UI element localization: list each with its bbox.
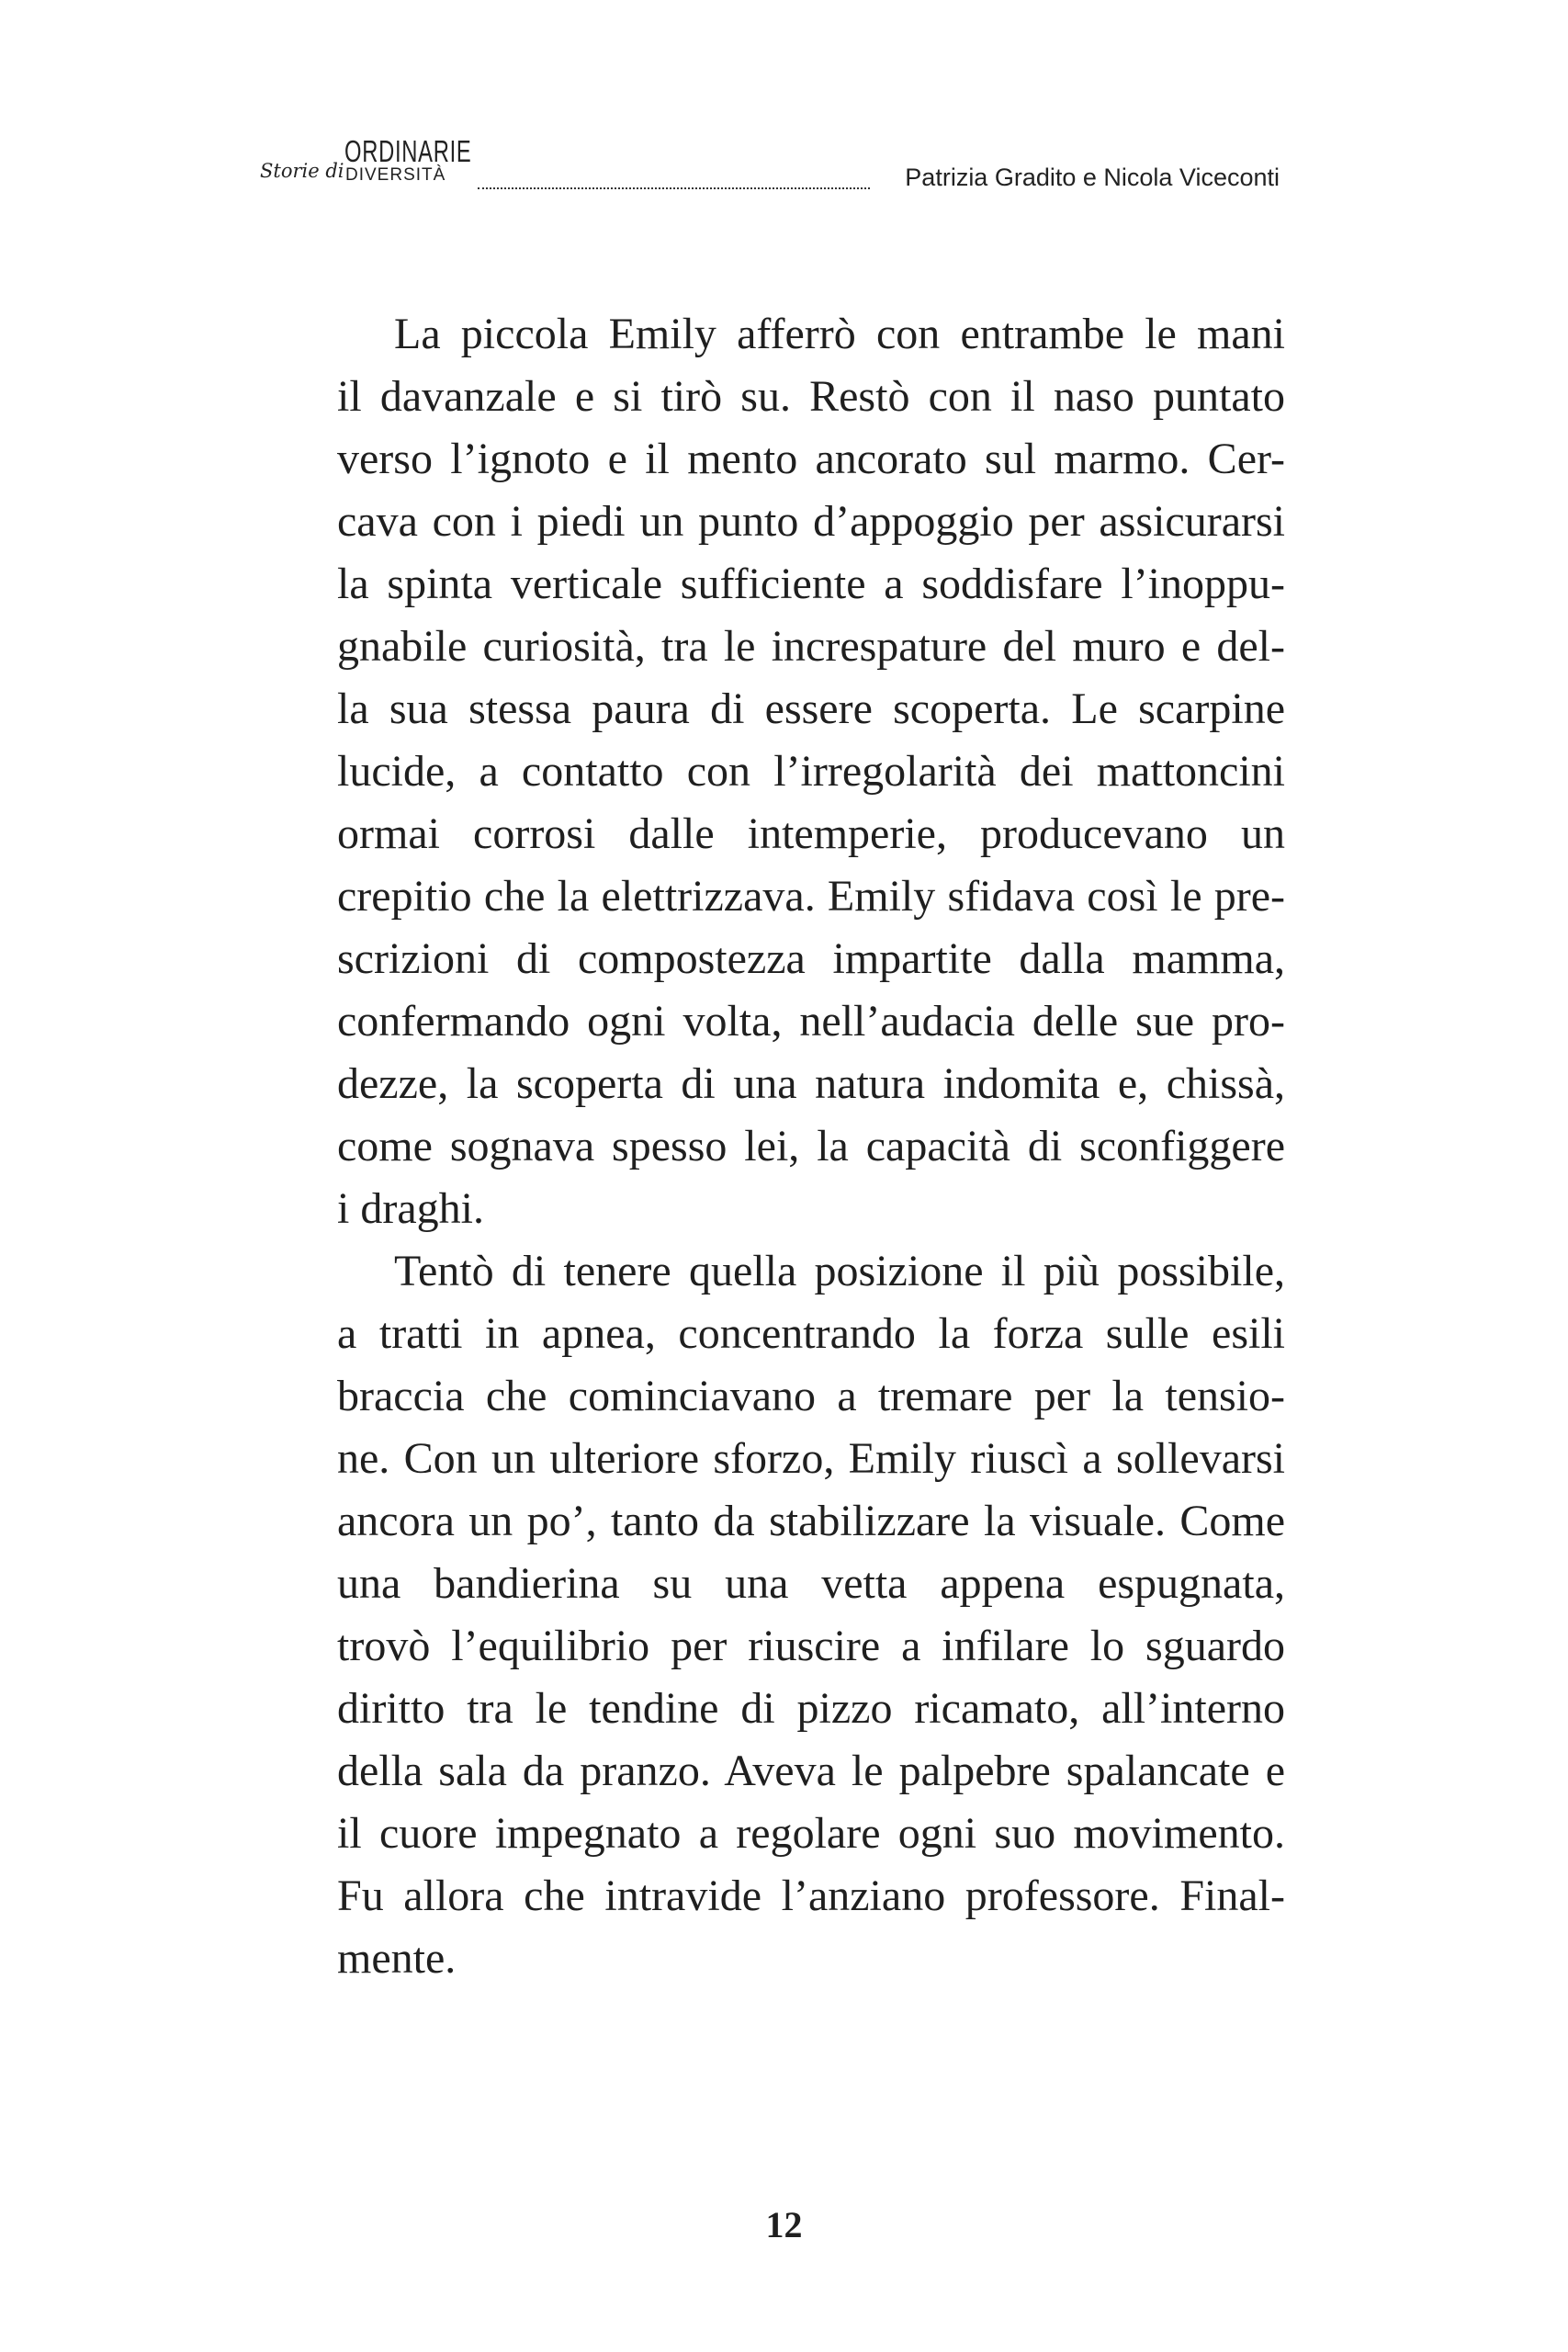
text-line: cava con i piedi un punto d’appoggio per assicurarsi: [337, 497, 1285, 546]
text-line: La piccola Emily afferrò con entrambe le mani: [394, 310, 1285, 358]
text-line: il davanzale e si tirò su. Restò con il naso puntato: [337, 372, 1285, 421]
text-line: ormai corrosi dalle intemperie, producevano un: [337, 809, 1285, 858]
body-text: [280, 303, 1285, 1990]
text-line: braccia che cominciavano a tremare per la tensio-: [337, 1372, 1285, 1420]
text-line: mente.: [337, 1934, 457, 1983]
text-line: ancora un po’, tanto da stabilizzare la visuale. Come: [337, 1497, 1285, 1545]
text-line: i draghi.: [337, 1184, 484, 1233]
text-line: gnabile curiosità, tra le increspature del muro e del-: [337, 622, 1285, 671]
text-line: ne. Con un ulteriore sforzo, Emily riuscì a sollevarsi: [337, 1434, 1285, 1483]
logo-ordinarie-text: ORDINARIE: [344, 134, 472, 168]
text-line: confermando ogni volta, nell’audacia delle sue pro-: [337, 997, 1285, 1046]
paragraph-2: [280, 1240, 1285, 1990]
header-dotted-leader: [478, 187, 870, 189]
text-line: crepitio che la elettrizzava. Emily sfidava così le pre-: [337, 872, 1285, 921]
text-line: la sua stessa paura di essere scoperta. Le scarpine: [337, 684, 1285, 733]
page-number: 12: [765, 2204, 803, 2245]
text-line: diritto tra le tendine di pizzo ricamato, all’interno: [337, 1684, 1285, 1733]
text-line: lucide, a contatto con l’irregolarità dei mattoncini: [337, 747, 1285, 796]
text-line: a tratti in apnea, concentrando la forza sulle esili: [337, 1309, 1285, 1358]
running-header: [260, 121, 1280, 195]
logo-storie-text: Storie di: [260, 160, 344, 182]
text-line: dezze, la scoperta di una natura indomita e, chissà,: [337, 1059, 1285, 1108]
text-line: trovò l’equilibrio per riuscire a infilare lo sguardo: [337, 1622, 1285, 1670]
text-line: scrizioni di compostezza impartite dalla mamma,: [337, 934, 1285, 983]
text-line: verso l’ignoto e il mento ancorato sul marmo. Cer-: [337, 435, 1285, 483]
text-line: Tentò di tenere quella posizione il più possibile,: [394, 1247, 1285, 1295]
text-line: il cuore impegnato a regolare ogni suo movimento.: [337, 1809, 1285, 1858]
text-line: Fu allora che intravide l’anziano professore. Final-: [337, 1871, 1285, 1920]
logo-diversita-text: DIVERSITÀ: [345, 165, 446, 185]
text-line: la spinta verticale sufficiente a soddisfare l’inoppu-: [337, 560, 1285, 608]
series-logo: [260, 121, 480, 195]
paragraph-1: [280, 303, 1285, 1240]
text-line: una bandierina su una vetta appena espugnata,: [337, 1559, 1285, 1608]
text-line: della sala da pranzo. Aveva le palpebre spalancate e: [337, 1747, 1285, 1795]
header-authors: Patrizia Gradito e Nicola Viceconti: [905, 164, 1280, 191]
text-line: come sognava spesso lei, la capacità di sconfiggere: [337, 1122, 1285, 1170]
